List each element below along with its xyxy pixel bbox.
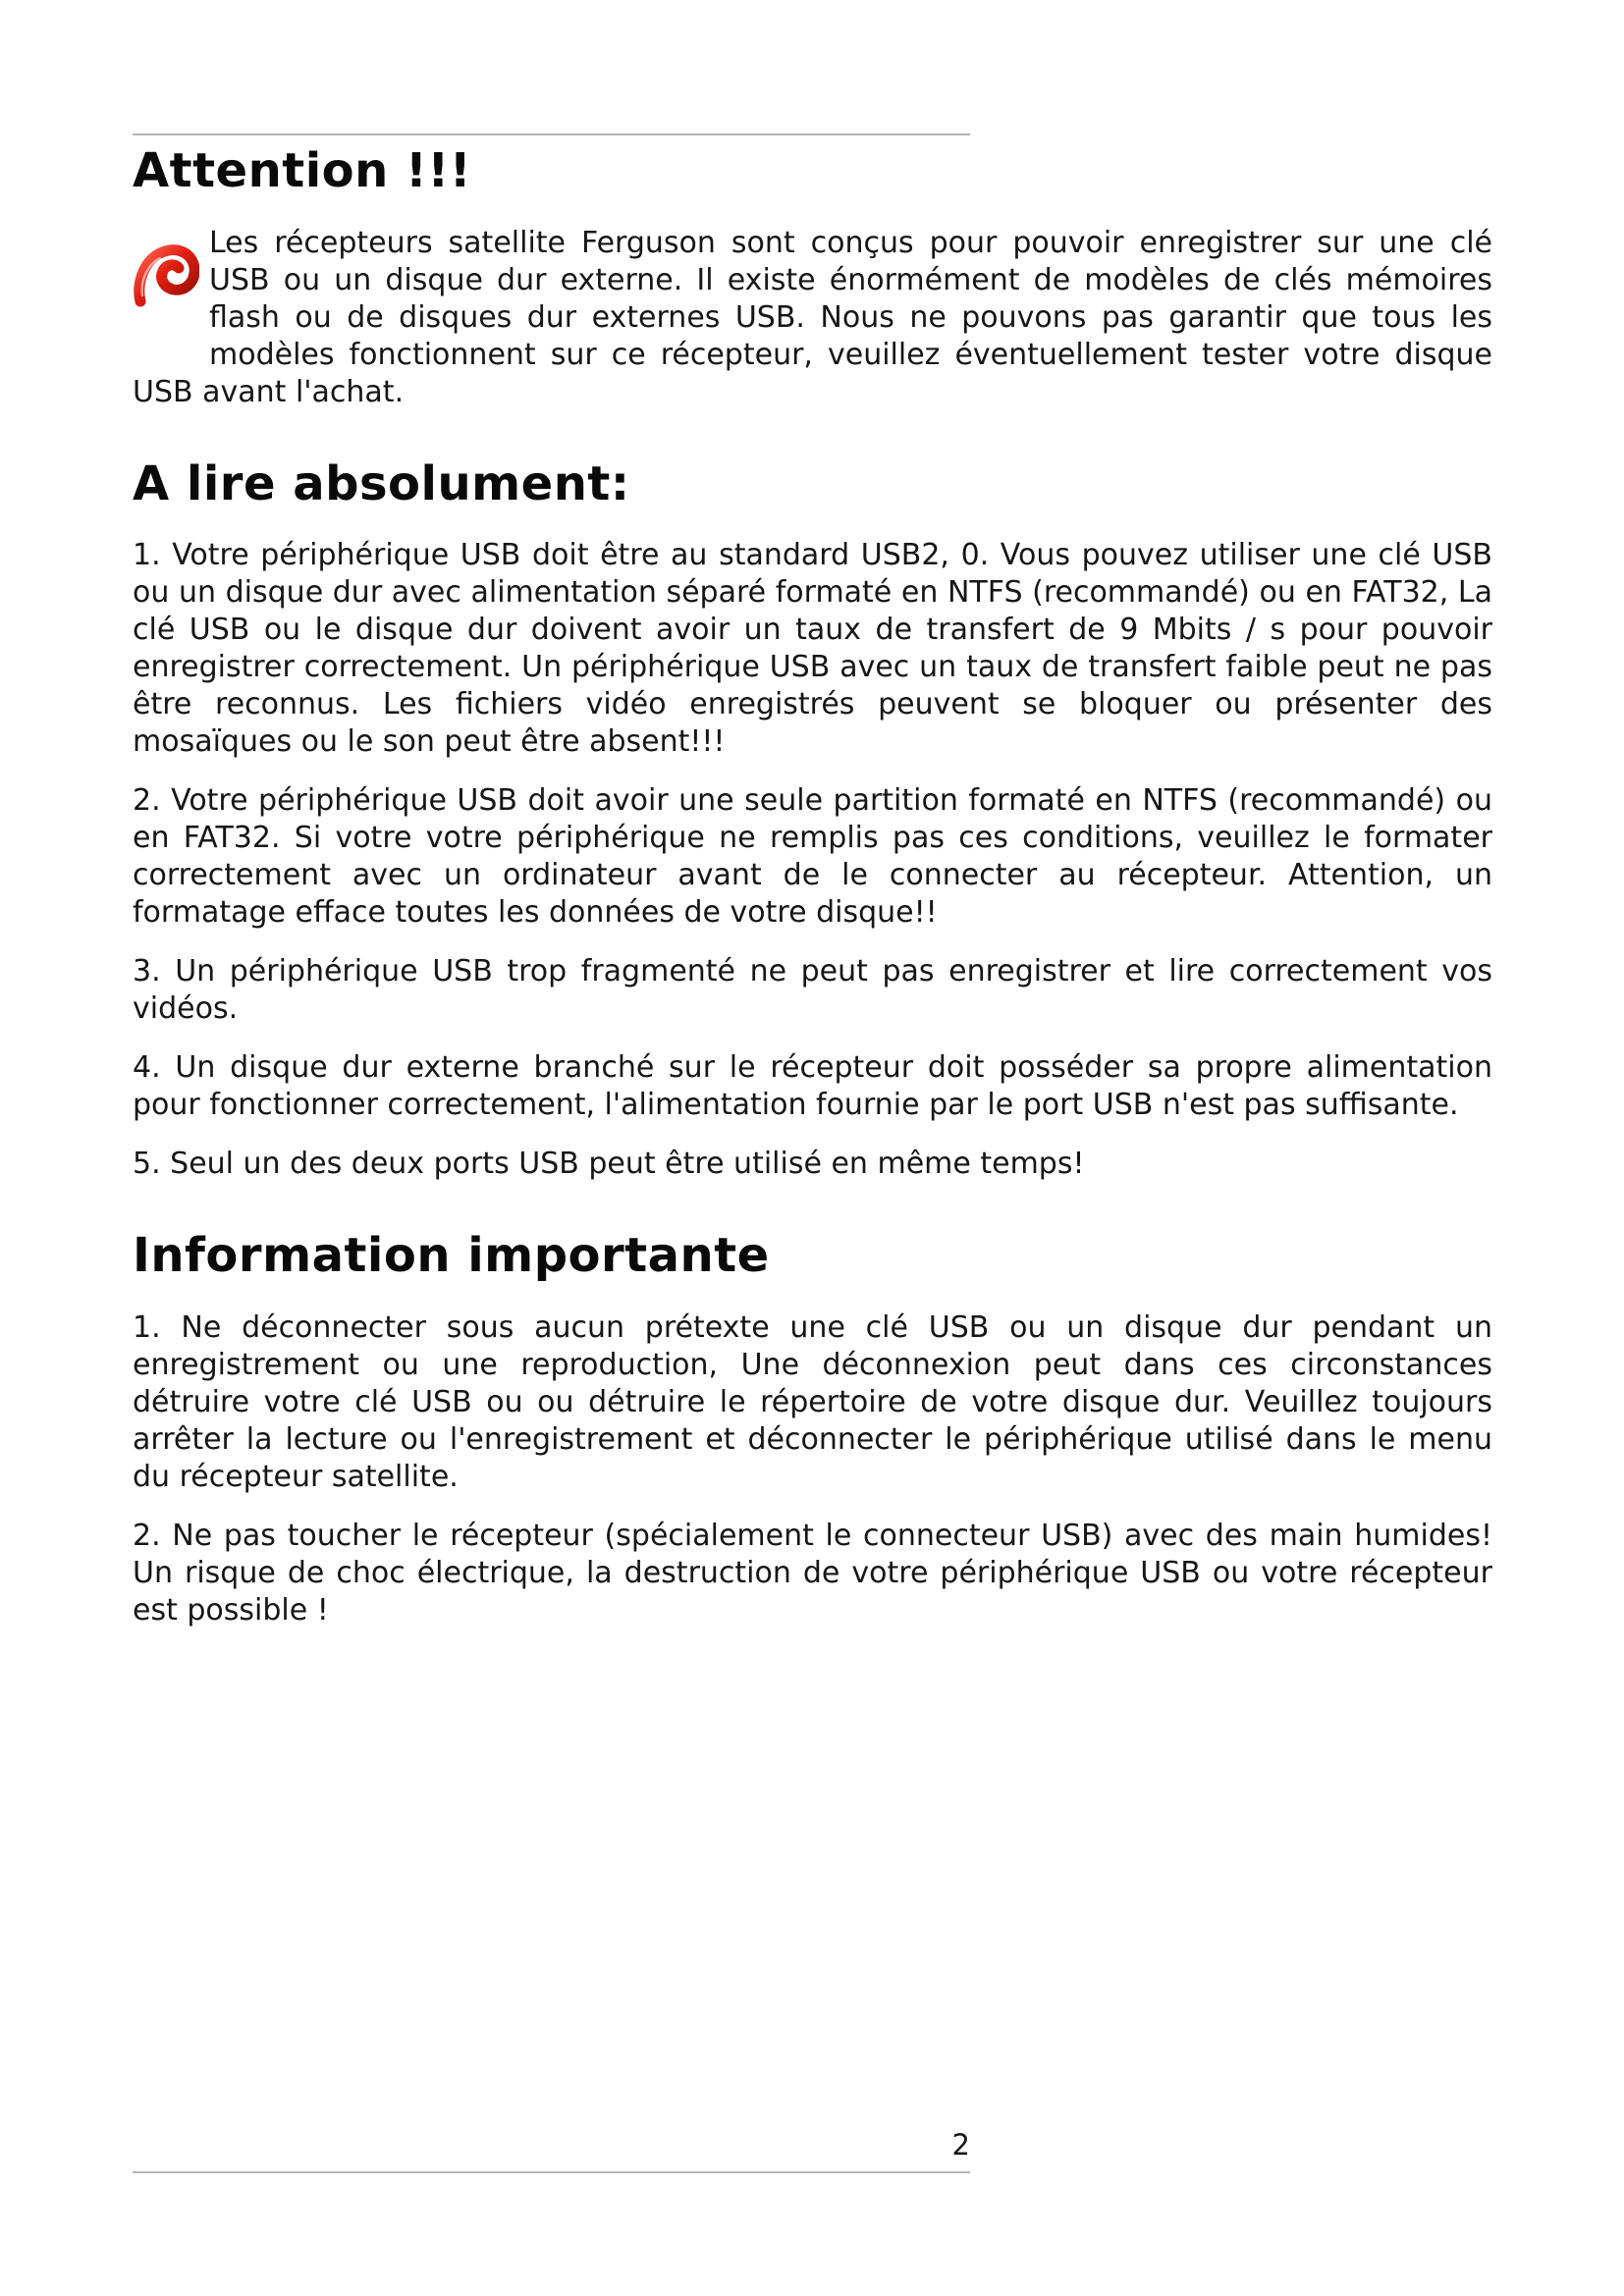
page-content <box>133 143 1492 1651</box>
paragraph-attention <box>133 225 1492 411</box>
heading-attention: Attention !!! <box>133 143 472 198</box>
list-item-1: 1. Votre périphérique USB doit être au standard USB2, 0. Vous pouvez utiliser une clé USB ou un disque dur avec alimentation séparé formaté en NTFS (recommandé) ou en FAT32, La clé USB ou le disque dur doivent avoir un taux de transfert de 9 Mbits / s pour pouvoir enregistrer correctement. Un périphérique USB avec un taux de transfert faible peut ne pas être reconnus. Les fichiers vidéo enregistrés peuvent se bloquer ou présenter des mosaïques ou le son peut être absent!!! <box>133 538 1492 760</box>
list-item-5: 5. Seul un des deux ports USB peut être utilisé en même temps! <box>133 1147 1085 1182</box>
header-rule <box>133 133 970 135</box>
list-item-3: 3. Un périphérique USB trop fragmenté ne peut pas enregistrer et lire correctement vos vidéos. <box>133 954 1492 1027</box>
info-item-2: 2. Ne pas toucher le récepteur (spécialement le connecteur USB) avec des main humides! Un risque de choc électrique, la destruction de votre périphérique USB ou votre récepteur est possible ! <box>133 1518 1492 1628</box>
heading-a-lire-absolument: A lire absolument: <box>133 455 630 511</box>
paragraph-attention-text: Les récepteurs satellite Ferguson sont conçus pour pouvoir enregistrer sur une clé USB ou un disque dur externe. Il existe énormément de modèles de clés mémoires flash ou de disques dur externes USB. Nous ne pouvons pas garantir que tous les modèles fonctionnent sur ce récepteur, veuillez éventuellement tester votre disque USB avant l'achat. <box>133 225 1492 409</box>
red-swirl-logo-icon <box>133 225 199 372</box>
footer-rule <box>133 2171 970 2173</box>
heading-information-importante: Information importante <box>133 1228 770 1284</box>
page-number: 2 <box>951 2128 970 2162</box>
list-item-2: 2. Votre périphérique USB doit avoir une seule partition formaté en NTFS (recommandé) ou en FAT32. Si votre votre périphérique ne remplis pas ces conditions, veuillez le formater correctement avec un ordinateur avant de le connecter au récepteur. Attention, un formatage efface toutes les données de votre disque!! <box>133 783 1492 931</box>
info-item-1: 1. Ne déconnecter sous aucun prétexte une clé USB ou un disque dur pendant un enregistrement ou une reproduction, Une déconnexion peut dans ces circonstances détruire votre clé USB ou ou détruire le répertoire de votre disque dur. Veuillez toujours arrêter la lecture ou l'enregistrement et déconnecter le périphérique utilisé dans le menu du récepteur satellite. <box>133 1309 1492 1494</box>
list-item-4: 4. Un disque dur externe branché sur le récepteur doit posséder sa propre alimentation pour fonctionner correctement, l'alimentation fournie par le port USB n'est pas suffisante. <box>133 1050 1492 1123</box>
